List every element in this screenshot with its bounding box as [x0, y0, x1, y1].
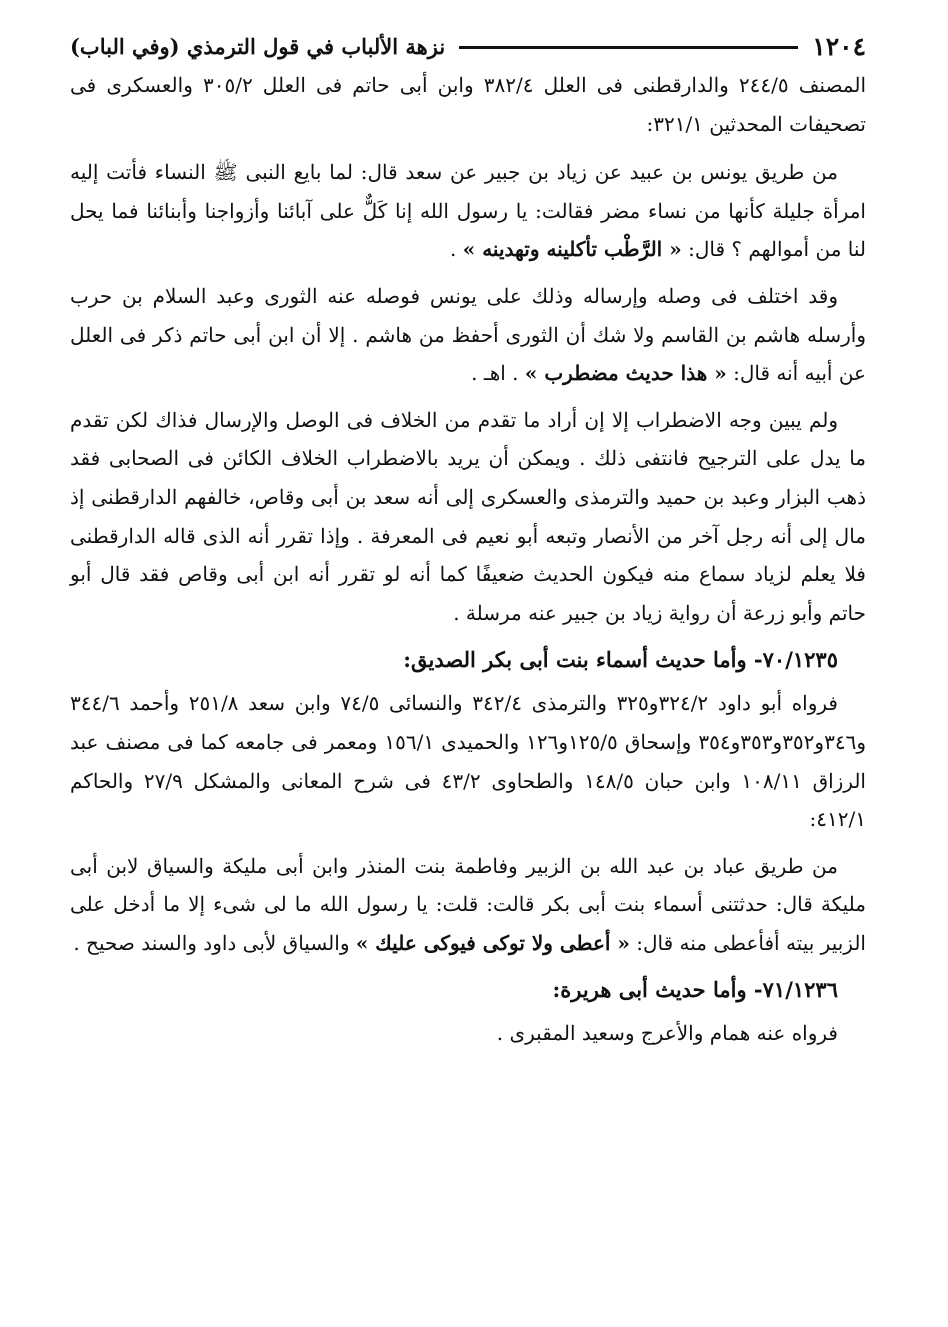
hadith-quote: « أعطى ولا توكى فيوكى عليك »	[355, 930, 630, 955]
paragraph-abu-hurayra: فرواه عنه همام والأعرج وسعيد المقبرى .	[496, 1021, 838, 1046]
text-segment: والسياق لأبى داود والسند صحيح .	[73, 930, 356, 955]
page-number: ١٢٠٤	[812, 31, 866, 61]
paragraph-sources-continued: المصنف ٢٤٤/٥ والدارقطنى فى العلل ٣٨٢/٤ وابن أبى حاتم فى العلل ٣٠٥/٢ والعسكرى فى تصحيفات المحدثين ٣٢١/١:	[70, 73, 867, 136]
text-segment: من طريق عباد بن عبد الله بن الزبير وفاطمة بنت المنذر وابن أبى مليكة والسياق لابن أبى مليكة قال: حدثتنى أسماء بنت أبى بكر قالت: قلت: يا رسول الله ما لى شىء إلا ما أدخل على الزبير بيته أفأعطى منه قال:	[70, 853, 867, 955]
text-segment: . اهـ .	[471, 361, 525, 386]
page-content	[70, 66, 866, 1053]
header-rule	[459, 46, 798, 49]
book-page	[70, 26, 866, 1306]
paragraph-discussion: ولم يبين وجه الاضطراب إلا إن أراد ما تقدم من الخلاف فى الوصل والإرسال فذاك لكن تقدم ما يدل على الترجيح فانتفى ذلك . ويمكن أن يريد بالاضطراب الخلاف الكائن فى الصحابى فقد ذهب البزار وعبد بن حميد والترمذى والعسكرى إلى أنه سعد بن أبى وقاص، خالفهم الدارقطنى إذ مال إلى أنه رجل آخر من الأنصار وتبعه أبو نعيم فى المعرفة . وإذا تقرر أنه الذى قاله الدارقطنى فلا يعلم لزياد سماع منه فيكون الحديث ضعيفًا كما أنه لو تقرر أنه ابن أبى وقاص فقد قال أبو حاتم وأبو زرعة أن رواية زياد بن جبير عنه مرسلة .	[70, 407, 867, 625]
text-segment: من طريق يونس بن عبيد عن زياد بن جبير عن سعد قال: لما بايع النبى ﷺ النساء فأتت إليه امرأة جليلة كأنها من نساء مضر فقالت: يا رسول الله إنا كَلٌّ على آبائنا وأزواجنا وأبنائنا فما يحل لنا من أموالهم ؟ قال:	[70, 160, 866, 262]
section-heading-asma: ٧٠/١٢٣٥- وأما حديث أسماء بنت أبى بكر الصديق:	[403, 647, 838, 673]
text-segment: وقد اختلف فى وصله وإرساله وذلك على يونس فوصله عنه الثورى وعبد السلام بن حرب وأرسله هاشم بن القاسم ولا شك أن الثورى أحفظ من هاشم . إلا أن ابن أبى حاتم ذكر فى العلل عن أبيه أنه قال:	[70, 283, 866, 386]
paragraph-disagreement	[70, 277, 866, 393]
section-heading-abu-hurayra: ٧١/١٢٣٦- وأما حديث أبى هريرة:	[552, 977, 838, 1003]
page-header	[70, 26, 866, 66]
hadith-quote: « الرَّطْب تأكلينه وتهدينه »	[462, 237, 682, 262]
paragraph-hadith-saad	[70, 153, 866, 269]
running-title: نزهة الألباب في قول الترمذي (وفي الباب)	[70, 33, 446, 59]
hadith-quote: « هذا حديث مضطرب »	[524, 361, 727, 386]
text-segment: .	[450, 237, 463, 262]
paragraph-asma-sources: فرواه أبو داود ٣٢٤/٢و٣٢٥ والترمذى ٣٤٢/٤ والنسائى ٧٤/٥ وابن سعد ٢٥١/٨ وأحمد ٣٤٤/٦ و٣٤٦و٣٥٢و٣٥٣و٣٥٤ وإسحاق ١٢٥/٥و١٢٦ والحميدى ١٥٦/١ ومعمر فى جامعه كما فى مصنف عبد الرزاق ١٠٨/١١ وابن حبان ١٤٨/٥ والطحاوى ٤٣/٢ فى شرح المعانى والمشكل ٢٧/٩ والحاكم ٤١٢/١:	[70, 691, 866, 832]
paragraph-asma-hadith	[70, 847, 866, 963]
